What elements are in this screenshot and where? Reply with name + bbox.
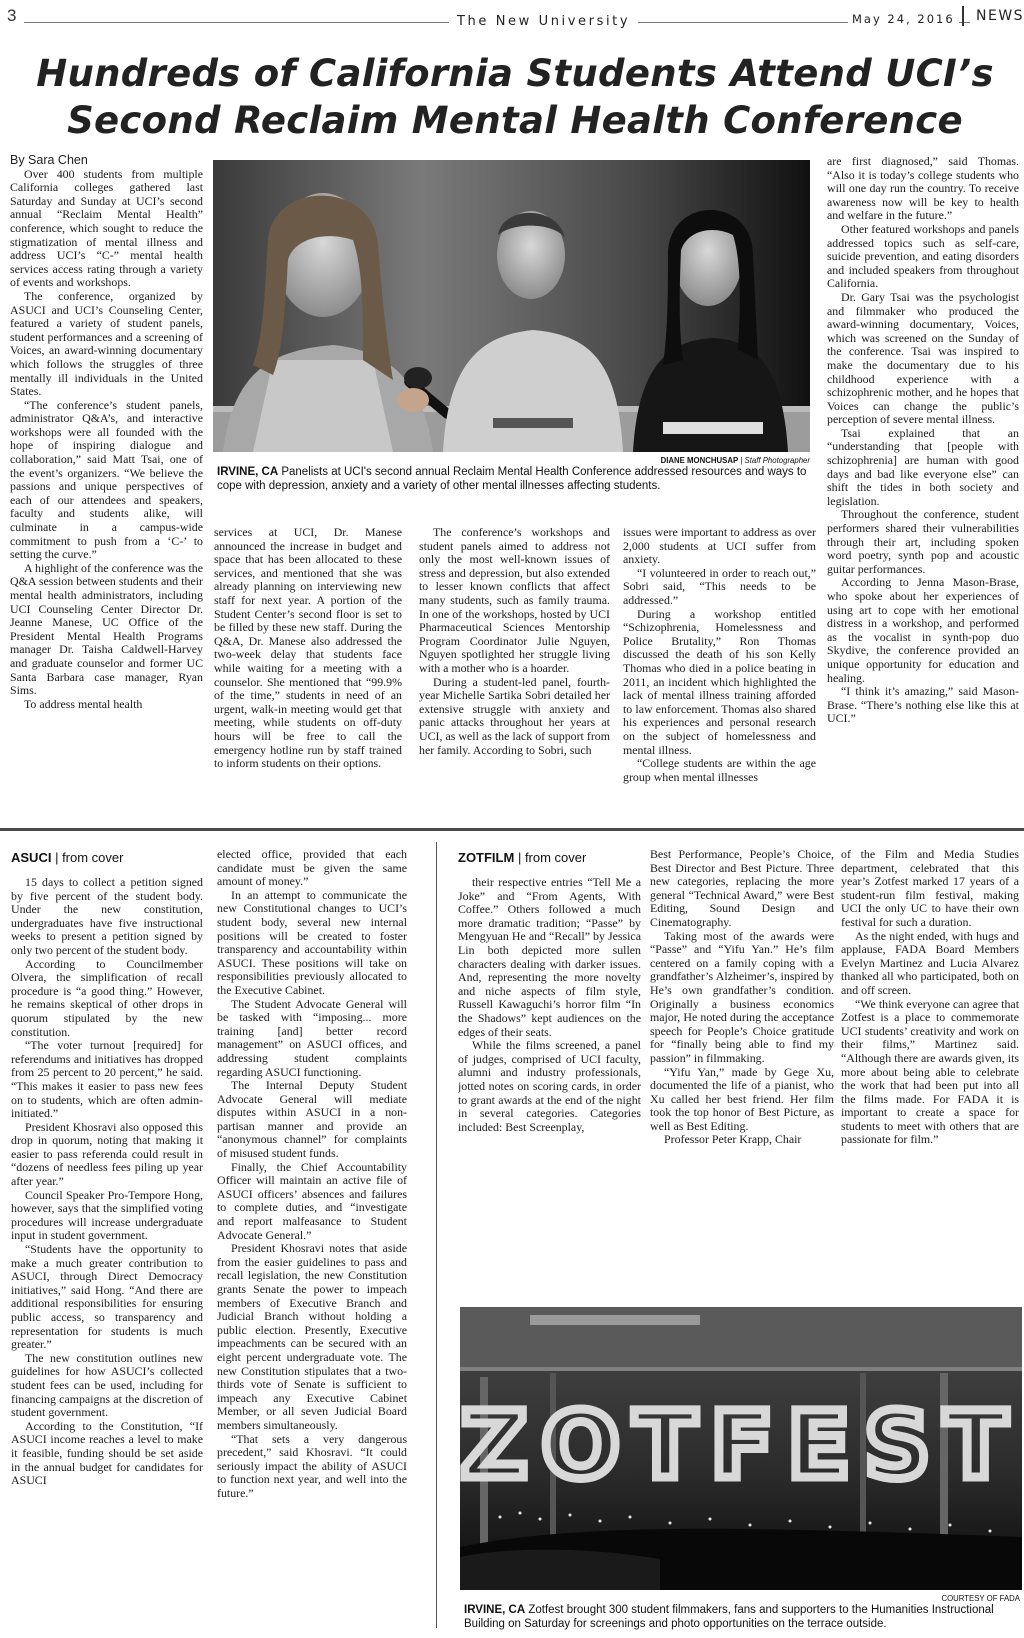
zotfest-photo-caption bbox=[464, 1604, 1020, 1631]
zotfilm-column-3 bbox=[841, 848, 1019, 1300]
zotfest-photo-credit: COURTESY OF FADA bbox=[941, 1594, 1020, 1603]
caption-dateline: IRVINE, CA bbox=[217, 466, 279, 478]
asuci-continuation-label: ASUCI | from cover bbox=[11, 850, 124, 865]
paragraph: President Khosravi also opposed this drop in quorum, noting that making it easier to pass referenda could result in “dozens of needless fees piling up year after year.” bbox=[11, 1119, 203, 1189]
newspaper-name: The New University bbox=[449, 14, 638, 29]
paragraph: In an attempt to communicate the new Constitutional changes to UCI’s student body, several new internal positions will be created to foster transparency and accountability within ASUCI. These positions will take on responsibilities previously allocated to the Executive Cabinet. bbox=[217, 887, 407, 997]
column-paragraphs bbox=[841, 848, 1019, 1147]
zotfilm-tag-suffix: from cover bbox=[524, 850, 587, 865]
paragraph: During a student-led panel, fourth-year Michelle Sartika Sobri detailed her extensive struggle with anxiety and panic attacks throughout her years at UCI, as well as the lack of support from her family. According to Sobri, such bbox=[419, 674, 610, 757]
paragraph: Tsai explained that an “understanding that [people with schizophrenia] are human with good days and bad like everyone else” can shift the tides in both society and legislation. bbox=[827, 425, 1019, 508]
zotfest-balloons-image bbox=[460, 1307, 1022, 1590]
paragraph: 15 days to collect a petition signed by five percent of the student body. Under the new constitution, undergraduates have five instructional weeks to present a petition signed by only two percent of the student body. bbox=[11, 876, 203, 957]
column-paragraphs bbox=[217, 848, 407, 1501]
paragraph: The new constitution outlines new guidelines for how ASUCI’s collected student fees can be used, including for financing campaigns at the discretion of student government. bbox=[11, 1350, 203, 1420]
paragraph: “College students are within the age group when mental illnesses bbox=[623, 756, 816, 784]
paragraph: While the films screened, a panel of judges, comprised of UCI faculty, alumni and industry professionals, jotted notes on scoring cards, in order to grant awards at the end of the night in several categories. Categories included: Best Screenplay, bbox=[458, 1038, 641, 1134]
paragraph: “I volunteered in order to reach out,” Sobri said, “This needs to be addressed.” bbox=[623, 565, 816, 607]
paragraph: During a workshop entitled “Schizophrenia, Homelessness and Police Brutality,” Ron Thomas discussed the death of his son Kelly Thomas who died in a police beating in 2011, an incident which highlighted the lack of mental illness training afforded to law enforcement. Thomas also shared his experiences and personal research on the subject of homelessness and mental illness. bbox=[623, 606, 816, 757]
paragraph: According to Jenna Mason-Brase, who spoke about her experiences of using art to cope with her emotional distress in a workshop, and performed as the vocalist in synth-pop duo Skydive, the conference provided an unique opportunity for education and healing. bbox=[827, 575, 1019, 685]
header-separator bbox=[962, 6, 964, 26]
photographer-name: DIANE MONCHUSAP bbox=[660, 456, 739, 465]
paragraph: Finally, the Chief Accountability Officer will maintain an active file of ASUCI officers’ absences and failures to complete duties, and “investigate and report malfeasance to Student Advocate General.” bbox=[217, 1159, 407, 1242]
column-paragraphs bbox=[10, 168, 203, 712]
column-paragraphs bbox=[419, 526, 610, 757]
zotfilm-continuation-label: ZOTFILM | from cover bbox=[458, 850, 587, 865]
asuci-tag: ASUCI bbox=[11, 850, 52, 865]
paragraph: The conference, organized by ASUCI and UCI’s Counseling Center, featured a variety of student panels, student performances and a screening of Voices, an award-winning documentary which follows the struggles of three mentally ill individuals in the United States. bbox=[10, 288, 203, 399]
paragraph: “Students have the opportunity to make a much greater contribution to ASUCI, through Direct Democracy initiatives,” said Hong. “And there are additional responsibilities for ensuring public access, so transparency and representation for students is much greater.” bbox=[11, 1242, 203, 1352]
balloon-letters: ZOTFEST bbox=[460, 1392, 1022, 1499]
paragraph: According to the Constitution, “If ASUCI income reaches a level to make it feasible, funding should be set aside in the annual budget for candidates for ASUCI bbox=[11, 1418, 203, 1488]
section-name: NEWS bbox=[970, 8, 1024, 24]
paragraph: The conference’s workshops and student panels aimed to address not only the most well-known issues of stress and depression, but also extended to lesser known conflicts that affect many students, such as family trauma. In one of the workshops, hosted by UCI Pharmaceutical Sciences Mentorship Program Coordinator Julie Nguyen, Nguyen spotlighted her struggle living with a mother who is a hoarder. bbox=[419, 526, 610, 675]
zotfilm-tag: ZOTFILM bbox=[458, 850, 515, 865]
paragraph: “The conference’s student panels, administrator Q&A’s, and interactive workshops were all founded with the hope of inspiring dialogue and collaboration,” said Matt Tsai, one of the event’s organizers. “We believe the passions and unique perspectives of each of our attendees and speakers, faculty and students alike, will culminate in a campus-wide commitment to push from a ‘C-’ to setting the curve.” bbox=[10, 397, 203, 562]
paragraph: To address mental health bbox=[24, 696, 143, 711]
article-column-4 bbox=[623, 526, 816, 806]
zotfest-caption-text: Zotfest brought 300 student filmmakers, fans and supporters to the Humanities Instructional Building on Saturday for screenings and photo opportunities on the terrace outside. bbox=[464, 1604, 994, 1630]
paragraph: Professor Peter Krapp, Chair bbox=[664, 1132, 802, 1147]
article-column-1 bbox=[10, 154, 203, 804]
paragraph: As the night ended, with hugs and applause, FADA Board Members Evelyn Martinez and Lucia Alvarez thanked all who participated, both on and off screen. bbox=[841, 928, 1019, 997]
conference-panel-photo bbox=[213, 160, 810, 452]
column-paragraphs bbox=[11, 876, 203, 1488]
section-divider bbox=[0, 828, 1024, 831]
zotfest-photo bbox=[460, 1307, 1022, 1590]
paragraph: Throughout the conference, student performers shared their vulnerabilities through their art, including spoken word poetry, synth pop and acoustic guitar performances. bbox=[827, 507, 1019, 576]
paragraph: are first diagnosed,” said Thomas. “Also it is today’s college students who will one day run the country. To receive awareness now will be key to health and welfare in the future.” bbox=[827, 155, 1019, 223]
zotfilm-column-2 bbox=[650, 848, 834, 1300]
paragraph: issues were important to address as over 2,000 students at UCI suffer from anxiety. bbox=[623, 526, 816, 567]
column-paragraphs bbox=[827, 155, 1019, 726]
column-paragraphs bbox=[458, 876, 641, 1134]
paragraph: Dr. Gary Tsai was the psychologist and filmmaker who produced the award-winning documentary, Voices, which was screened on the Sunday of the conference. Tsai was inspired to make the documentary due to his childhood experience with a schizophrenic mother, and he hopes that Voices can change the public’s perception of severe mental illness. bbox=[827, 289, 1019, 427]
headline-line-1: Hundreds of California Students Attend UCI’s bbox=[36, 52, 994, 95]
photographer-role: | Staff Photographer bbox=[740, 456, 810, 465]
byline: By Sara Chen bbox=[10, 154, 88, 167]
asuci-column-2 bbox=[217, 848, 407, 1624]
paragraph: of the Film and Media Studies department, celebrated that this year’s Zotfest marked 17 years of a student-run film festival, making UCI the only UC to have their own festival for such a duration. bbox=[841, 848, 1019, 929]
asuci-column-1 bbox=[11, 876, 203, 1624]
article-column-2 bbox=[214, 526, 402, 806]
paragraph: their respective entries “Tell Me a Joke” and “From Agents, With Coffee.” Others followed a much more dramatic tradition; “Passe” by Mengyuan He and “Recall” by Jessica Lin both depicted more sullen characters dealing with darker issues. And, representing the more novelty and niche aspects of film style, Russell Kawaguchi’s horror film “In the Shadows” kept audiences on the edges of their seats. bbox=[458, 876, 641, 1039]
zotfest-caption-dateline: IRVINE, CA bbox=[464, 1604, 526, 1616]
paragraph: Other featured workshops and panels addressed topics such as self-care, suicide prevention, and eating disorders and included speakers from throughout California. bbox=[827, 221, 1019, 291]
paragraph: Taking most of the awards were “Passe” and “Yifu Yan.” He’s film centered on a family coping with a grandfather’s Alzheimer’s, inspired by He’s own grandfather’s condition. Originally a business economics major, He noted during the acceptance speech for People’s Choice gratitude for “finally being able to find my passion” in filmmaking. bbox=[650, 928, 834, 1065]
paragraph: “We think everyone can agree that Zotfest is a place to commemorate UCI students’ creativity and work on their films,” Martinez said. “Although there are awards given, its more about being able to celebrate the work that had been put into all the films made. For FADA it is important to create a space for students to meet with others that are passionate for film.” bbox=[841, 996, 1019, 1147]
paragraph: The Internal Deputy Student Advocate General will mediate disputes within ASUCI in a non-partisan manner and provide an “anonymous channel” for complaints of misused student funds. bbox=[217, 1078, 407, 1161]
paragraph: “Yifu Yan,” made by Gege Xu, documented the life of a pianist, who Xu called her best friend. Her film took the top honor of Best Picture, as well as Best Editing. bbox=[650, 1064, 834, 1133]
photo-credit bbox=[213, 456, 810, 465]
paragraph: The Student Advocate General will be tasked with “imposing... more training [and] better record management” on ASUCI offices, and addressing student complaints regarding ASUCI functioning. bbox=[217, 996, 407, 1079]
article-column-5 bbox=[827, 155, 1019, 808]
paragraph: Council Speaker Pro-Tempore Hong, however, says that the simplified voting procedures will increase undergraduate input in student government. bbox=[11, 1187, 203, 1243]
paragraph: Over 400 students from multiple California colleges gathered last Saturday and Sunday at UCI’s second annual “Reclaim Mental Health” conference, which sought to reduce the stigmatization of mental illness and address UCI’s “C-” mental health services access rating through a variety of events and workshops. bbox=[10, 166, 203, 290]
headline-line-2: Second Reclaim Mental Health Conference bbox=[67, 99, 963, 142]
paragraph: “The voter turnout [required] for referendums and initiatives has dropped from 25 percent to 20 percent,” he said. “This makes it easier to pass new fees on to students, which are often admin-initiated.” bbox=[11, 1038, 203, 1121]
caption-text: Panelists at UCI's second annual Reclaim Mental Health Conference addressed resources and ways to cope with depression, anxiety and a variety of other mental illnesses affecting students. bbox=[217, 466, 807, 492]
article-headline bbox=[20, 50, 1010, 144]
paragraph: elected office, provided that each candidate must be given the same amount of money.” bbox=[217, 848, 407, 889]
paragraph: “I think it’s amazing,” said Mason-Brase. “There’s nothing else like this at UCI.” bbox=[827, 684, 1019, 726]
paragraph: services at UCI, Dr. Manese announced the increase in budget and space that has been allocated to these services, and mentioned that she was already planning on interviewing new staff for next year. A portion of the Student Center’s second floor is set to be filled by these new staff. During the Q&A, Dr. Manese also addressed the two-week delay that students face while waiting for a meeting with a counselor. She mentioned that “99.9% of the time,” students in need of an urgent, walk-in meeting would get that meeting, while students on off-duty hours will be free to call the emergency hotline run by staff trained to inform students on their options. bbox=[214, 526, 402, 771]
paragraph: According to Councilmember Olvera, the simplification of recall procedure is “a good thing.” However, he remains skeptical of other drops in quorum stipulated by the new constitution. bbox=[11, 956, 203, 1039]
photo-caption bbox=[217, 466, 817, 493]
article-column-3 bbox=[419, 526, 610, 806]
asuci-tag-suffix: from cover bbox=[62, 850, 124, 865]
paragraph: “That sets a very dangerous precedent,” said Khosravi. “It could seriously impact the ability of ASUCI to function next year, and well into the future.” bbox=[217, 1431, 407, 1500]
column-paragraphs bbox=[214, 526, 402, 771]
issue-date: May 24, 2016 bbox=[848, 12, 959, 26]
paragraph: President Khosravi notes that aside from the easier guidelines to pass and recall legislation, the new Constitution grants Senate the power to impeach members of Executive Branch and Judicial Branch without holding a public election. Presently, Executive impeachments can be secured with an eight percent undergraduate vote. The new Constitution stipulates that a two-thirds vote of Senate is sufficient to impeach any Executive Cabinet Member, or all seven Judicial Board members simultaneously. bbox=[217, 1241, 407, 1432]
column-paragraphs bbox=[650, 848, 834, 1147]
paragraph: A highlight of the conference was the Q&A session between students and their mental health administrators, including UCI Counseling Center Director Dr. Jeanne Manese, UC Office of the President Mental Health Programs manager Dr. Taisha Caldwell-Harvey and graduate counselor and former UC Santa Barbara case manager, Ryan Sims. bbox=[10, 560, 203, 698]
column-paragraphs bbox=[623, 526, 816, 784]
page-number: 3 bbox=[7, 6, 17, 25]
panelists-image bbox=[213, 160, 810, 452]
paragraph: Best Performance, People’s Choice, Best Director and Best Picture. Three new categories, replacing the more general “Technical Award,” were Best Editing, Sound Design and Cinematography. bbox=[650, 848, 834, 929]
zotfilm-column-1 bbox=[458, 876, 641, 1301]
column-rule bbox=[436, 842, 437, 1628]
